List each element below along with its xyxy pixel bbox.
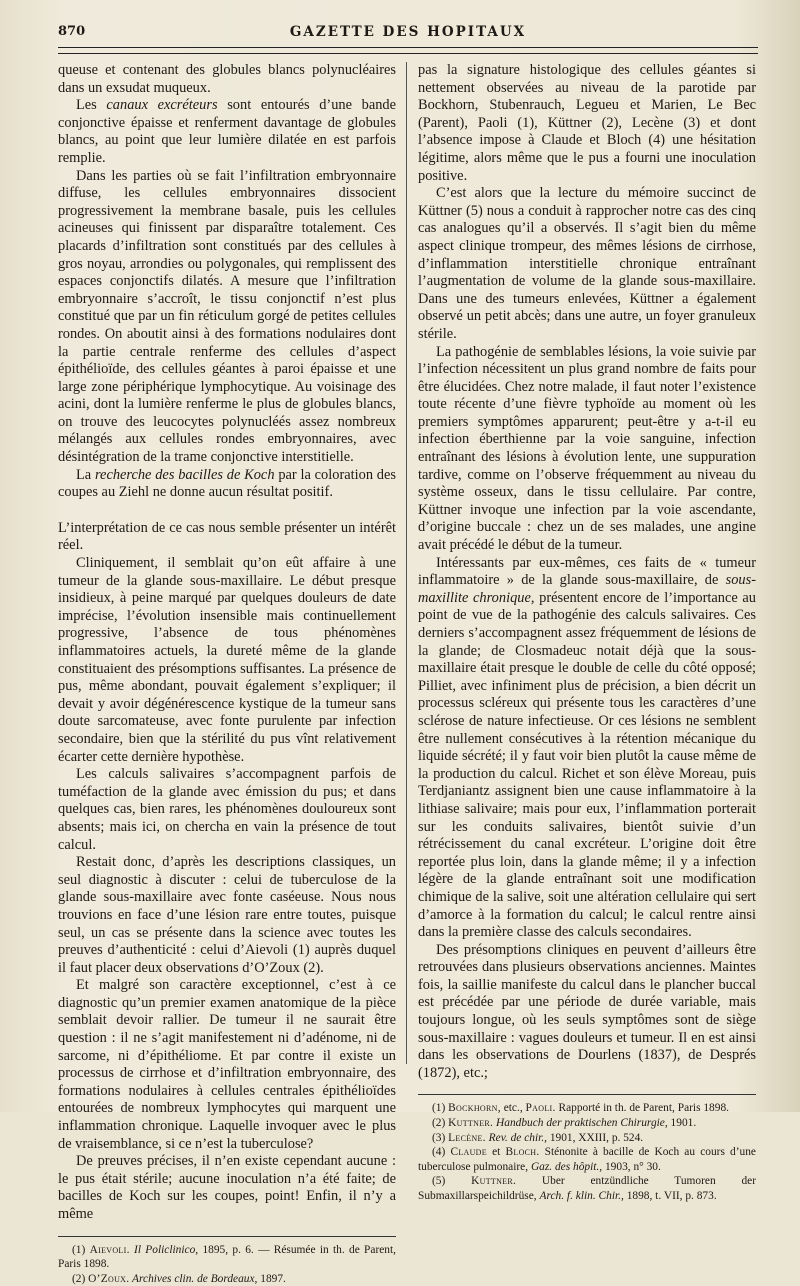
paragraph: Des présomptions cliniques en peuvent d’ailleurs être retrouvées dans plusieurs observations anciennes. Maintes fois, la saillie manifeste du calcul dans le plancher buccal est précédée par une période de durée variable, mais toujours longue, où les seuls symptômes sont de siège sous-maxillaire : vagues douleurs et tumeur. Il en est ainsi dans les observations de Dourlens (1837), de Després (1872), etc.;: [418, 941, 756, 1081]
paragraph: queuse et contenant des globules blancs polynucléaires dans un exsudat muqueux.: [58, 62, 396, 96]
paragraph: Restait donc, d’après les descriptions classiques, un seul diagnostic à discuter : celui de tuberculose de la glande sous-maxillaire avec fonte caséeuse. Nous nous trouvions en face d’une lésion rare entre toutes, puisque seul, un cas se présente dans la science avec toutes les preuves d’authenticité : celui d’Aievoli (1) auprès duquel il faut placer deux observations d’O’Zoux (2).: [58, 854, 396, 976]
footnote: (3) Lecène. Rev. de chir., 1901, XXIII, p. 524.: [432, 1131, 644, 1144]
paragraph: C’est alors que la lecture du mémoire succinct de Küttner (5) nous a conduit à rapprocher notre cas des cinq cas analogues qu’il a observés. Il s’agit bien du même aspect clinique trompeur, des mêmes lésions de cirrhose, d’inflammation interstitielle chronique entraînant l’augmentation de volume de la glande sous-maxillaire. Dans une des tumeurs enlevées, Küttner a également observé un petit abcès; dans une autre, un foyer granuleux stérile.: [418, 185, 756, 342]
paragraph: Intéressants par eux-mêmes, ces faits de « tumeur inflammatoire » de la glande sous-maxillaire, de sous-maxillite chronique, présentent encore de l’importance au point de vue de la pathogénie des calculs salivaires. Ces derniers s’accompagnent assez fréquemment de lésions de la glande; de Closmadeuc notait déjà que la sous-maxillaire était presque le double de celle du côté opposé; Pilliet, avec infiniment plus de précision, a bien décrit un processus scléreux qui présente tous les caractères d’une sclérose de nature infectieuse. Or ces lésions ne semblent être nullement consécutives à la rétention mécanique du liquide sécrété; il y faut voir bien plutôt la cause même de la production du calcul. Richet et son élève Moreau, puis Terdjaniantz assignent bien une cause inflammatoire à la lithiase salivaire; mais pour eux, l’inflammation porterait sur les conduits salivaires, bientôt suivie d’un rétrécissement du canal excréteur. L’origine doit être reportée plus loin, dans la glande même; il y a infection légère de la glande entraînant soit une modification chimique de la salive, soit une altération cellulaire qui sert d’amorce à la formation du calcul; le calcul rentre ainsi dans la première classe des calculs secondaires.: [418, 554, 756, 941]
paragraph: L’interprétation de ce cas nous semble présenter un intérêt réel.: [58, 519, 396, 554]
header-double-rule: [58, 47, 758, 54]
page-header: [58, 24, 758, 48]
footnote-rule: [418, 1094, 756, 1095]
paragraph: La recherche des bacilles de Koch par la coloration des coupes au Ziehl ne donne aucun résultat positif.: [58, 466, 396, 501]
paragraph: Les calculs salivaires s’accompagnent parfois de tuméfaction de la glande avec émission du pus; et dans quelques cas, bien rares, les phénomènes douloureux sont absents; mais ici, on chercha en vain la présence de tout calcul.: [58, 766, 396, 853]
footnote: (2) Kuttner. Handbuch der praktischen Chirurgie, 1901.: [432, 1117, 697, 1130]
paragraph: De preuves précises, il n’en existe cependant aucune : le pus était stérile; aucune inoculation n’a été faite; de bacilles de Koch sur les coupes, point! Enfin, il n’y a même: [58, 1153, 396, 1222]
footnote-rule: [58, 1236, 396, 1237]
footnotes: [58, 1243, 396, 1286]
paragraph: pas la signature histologique des cellules géantes si nettement observées au niveau de la parotide par Bockhorn, Stubenrauch, Legueu et Marien, Le Bec (Parent), Paoli (1), Küttner (2), Lecène (3) et dont l’absence impose à Claude et Bloch (4) une hésitation légitime, alors même que le pus a fourni une inoculation positive.: [418, 62, 756, 184]
page-number: 870: [58, 24, 86, 39]
paragraph: Et malgré son caractère exceptionnel, c’est à ce diagnostic qu’un premier examen anatomique de la pièce semblait devoir rallier. De tumeur il ne saurait être question : il ne s’agit manifestement ni d’adénome, ni de sarcome, ni d’épithéliome. Et par contre il existe un processus de cirrhose et d’infiltration embryonnaire, des formations nodulaires à cellules centrales épithélioïdes entourées de nombreux lymphocytes qui marquent une inflammation chronique. Laquelle invoquer avec le plus de vraisemblance, si ce n’est la tuberculose?: [58, 977, 396, 1152]
paragraph: Dans les parties où se fait l’infiltration embryonnaire diffuse, les cellules embryonnaires dissocient progressivement la membrane basale, puis les cellules acineuses qui finissent par disparaître totalement. Ces placards d’infiltration sont constitués par des cellules à gros noyau, arrondies ou polygonales, qui remplissent des espaces conjonctifs dilatés. A mesure que l’infiltration embryonnaire s’accroît, le tissu conjonctif n’est plus constitué que par un fin réticulum gorgé de petites cellules rondes. On aboutit ainsi à des formations nodulaires dont la partie centrale renferme des cellules d’aspect épithélioïde, des cellules géantes à paroi épaisse et une large zone périphérique lymphocytique. Au voisinage des acini, dont la lumière renferme le plus de globules blancs, on trouve des leucocytes polynucléés assez nombreux mélangés aux cellules rondes embryonnaires, avec désintégration de la trame conjonctive interstitielle.: [58, 167, 396, 466]
footnote: (1) Bockhorn, etc., Paoli. Rapporté in th. de Parent, Paris 1898.: [432, 1102, 729, 1115]
footnotes: [418, 1101, 756, 1203]
footnote: (5) Kuttner. Uber entzündliche Tumoren der Submaxillarspeichildrüse, Arch. f. klin. Chir., 1898, t. VII, p. 873.: [418, 1175, 756, 1202]
footnote: (2) O’Zoux. Archives clin. de Bordeaux, 1897.: [72, 1272, 286, 1285]
left-column: [58, 62, 396, 1286]
column-divider: [406, 62, 407, 1064]
footnote: (4) Claude et Bloch. Sténonite à bacille de Koch au cours d’une tuberculose pulmonaire, Gaz. des hôpit., 1903, n° 30.: [418, 1146, 756, 1173]
footnote: (1) Aievoli. Il Policlinico, 1895, p. 6. — Résumée in th. de Parent, Paris 1898.: [58, 1243, 396, 1271]
paragraph: La pathogénie de semblables lésions, la voie suivie par l’infection nécessitent un plus grand nombre de faits pour être élucidées. Chez notre malade, il faut noter l’existence toute récente d’une fièvre typhoïde au moment où les premiers symptômes apparurent; peut-être y a-t-il eu infection éberthienne par la voie sanguine, infection entraînant des lésions à évolution lente, une suppuration tardive, comme on l’observe fréquemment au niveau du système osseux, dans le tissu cellulaire. Par contre, Küttner invoque une infection par la voie ascendante, d’origine buccale : chez un de ses malades, une angine avait précédé le début de la tumeur.: [418, 343, 756, 554]
right-column: [418, 62, 756, 1204]
journal-title: GAZETTE DES HOPITAUX: [289, 24, 527, 40]
paragraph: Cliniquement, il semblait qu’on eût affaire à une tumeur de la glande sous-maxillaire. Le début presque insidieux, à peine marqué par quelques douleurs de date imprécise, l’évolution insensible mais continuellement progressive, l’absence de tous phénomènes inflammatoires actuels, la dureté même de la glande constituaient des présomptions suffisantes. La présence de pus, même abondant, pouvait également s’expliquer; il devait y avoir dégénérescence kystique de la tumeur sans doute sarcomateuse, avec fonte purulente par infection secondaire, bien que la stérilité du pus vînt relativement écarter cette dernière hypothèse.: [58, 555, 396, 765]
paragraph: Les canaux excréteurs sont entourés d’une bande conjonctive épaisse et renferment davantage de globules blancs, au point que leur lumière dilatée en est parfois remplie.: [58, 97, 396, 166]
